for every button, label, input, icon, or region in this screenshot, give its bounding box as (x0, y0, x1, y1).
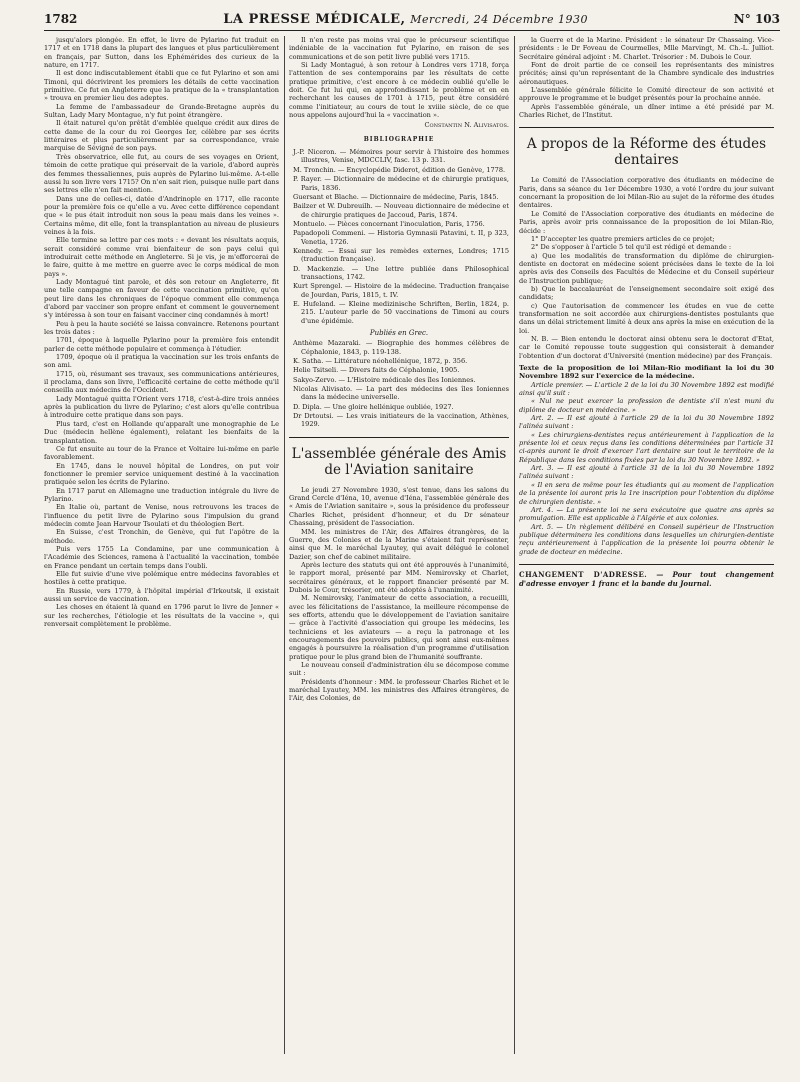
paragraph: Après l'assemblée générale, un dîner intime a été présidé par M. Charles Richet, de l'Institut. (519, 102, 774, 120)
paragraph: a) Que les modalités de transformation du diplôme de chirurgien-dentiste en doctorat en médecine soient précisées dans le texte de la loi après avis des Conseils des Facultés de Médecine et du Conseil supérieur de l'Instruction publique; (519, 251, 774, 285)
paragraph: MM. les ministres de l'Air, des Affaires étrangères, de la Guerre, des Colonies et de la Marine s'étaient fait représenter, ainsi que M. le maréchal Lyautey, qui avait délégué le colonel Dazier, son chef de cabinet militaire. (289, 527, 509, 561)
paragraph: 2° De s'opposer à l'article 5 tel qu'il est rédigé et demande : (531, 243, 732, 252)
law-article: Art. 5. — Un règlement délibéré en Conseil supérieur de l'Instruction publique déterminera les conditions dans lesquelles un chirurgien-dentiste reçu antérieurement à l'application de la présente loi pourra obtenir le grade de docteur en médecine. (519, 522, 774, 556)
paragraph: 1701, époque à laquelle Pylarino pour la première fois entendit parler de cette méthode populaire et commença à l'étudier. (44, 336, 279, 353)
paragraph: c) Que l'autorisation de commencer les études en vue de cette transformation ne soit accordée aux chirurgiens-dentistes postulants que dans un délai strictement limité à deux ans après la mise en exécution de la loi. (519, 301, 774, 335)
paragraph: 1° D'accepter les quatre premiers articles de ce projet; (531, 234, 715, 243)
bibliography-list (289, 148, 509, 325)
address-change-text: — Pour tout changement d'adresse envoyer 1 franc et la bande du Journal. (519, 569, 774, 588)
dental-reform-body (519, 176, 774, 360)
paragraph: N. B. — Bien entendu le doctorat ainsi obtenu sera le doctorat d'Etat, car le Comité repousse toute suggestion qui consisterait à demander l'obtention d'un doctorat d'Université (mention médecine) par des Français. (519, 334, 774, 360)
column-left (44, 36, 279, 1054)
paragraph: Les choses en étaient là quand en 1796 parut le livre de Jenner « sur les recherches, l'étiologie et les résultats de la vaccine », qui renversait complètement le problème. (44, 603, 279, 629)
bibliography-entry: Nicolas Alivisato. — La part des médecins des îles Ioniennes dans la médecine universelle. (293, 385, 509, 402)
law-article: « Il en sera de même pour les étudiants qui au moment de l'application de la présente loi auront pris la 1re inscription pour l'obtention du diplôme de chirurgien dentiste. » (519, 480, 774, 506)
paragraph: jusqu'alors plongée. En effet, le livre de Pylarino fut traduit en 1717 et en 1718 dans la plupart des langues et plus particulièrement en français, par Sutton, dans les Ephémérides des curieux de la nature, en 1717. (44, 36, 279, 70)
law-article: « Les chirurgiens-dentistes reçus antérieurement à l'application de la présente loi et ceux reçus dans les conditions déterminées par l'article 31 ci-après auront le droit d'exercer l'art dentaire sur tout le territoire de la République dans les conditions fixées par la loi du 30 Novembre 1892. » (519, 430, 774, 464)
column-middle (289, 36, 509, 1054)
bibliography-entry: K. Satha. — Littérature néohellénique, 1872, p. 356. (293, 357, 468, 366)
paragraph: b) Que le baccalauréat de l'enseignement secondaire soit exigé des candidats; (519, 284, 774, 302)
paragraph: Elle termine sa lettre par ces mots : « devant les résultats acquis, serait considéré comme vrai bienfaiteur de son pays celui qui introduirait cette méthode en Angleterre. Si je vis, je m'efforcerai de le faire, quitte à me mettre en guerre avec le corps médical de mon pays ». (44, 236, 279, 278)
paragraph: Si Lady Montagué, à son retour à Londres vers 1718, força l'attention de ses contemporains par les résultats de cette pratique primitive, c'est encore à ce médecin oublié qu'elle le doit. Ce fut lui qui, en approfondissant le problème et en en recherchant les causes de 1701 à 1715, peut être considéré comme l'initiateur, au cours de tout le xviiie siècle, de ce que nous appelons aujourd'hui la « vaccination ». (289, 61, 509, 120)
paragraph: Il est donc indiscutablement établi que ce fut Pylarino et son ami Timoni, qui décrivirent les premiers les détails de cette vaccination primitive. Ce fut en Angleterre que la pratique de la « transplantation » trouva en premier lieu des adeptes. (44, 69, 279, 103)
paragraph: Dans une de celles-ci, datée d'Andrinople en 1717, elle raconte pour la première fois ce qu'elle a vu. Avec cette différence cependant que « le pus était introduit non sous la peau mais dans les veines ». Certains même, dit elle, font la transplantation au niveau de plusieurs veines à la fois. (44, 194, 279, 236)
greek-bibliography-list (289, 339, 509, 428)
law-article: Article premier. — L'article 2 de la loi du 30 Novembre 1892 est modifié ainsi qu'il suit : (519, 380, 774, 398)
bibliography-entry: Anthème Mazaraki. — Biographie des hommes célèbres de Céphalonie, 1843, p. 119-138. (293, 339, 509, 356)
paragraph: La femme de l'ambassadeur de Grande-Bretagne auprès du Sultan, Lady Mary Montague, n'y fut point étrangère. (44, 102, 279, 120)
bibliography-entry: Bailzer et W. Dubreuilh. — Nouveau dictionnaire de médecine et de chirurgie pratiques de Jaccoud, Paris, 1874. (293, 202, 509, 219)
paragraph: Le Comité de l'Association corporative des étudiants en médecine de Paris, après avoir pris connaissance de la proposition de loi Milan-Rio, décide : (519, 209, 774, 235)
bibliography-entry: Montuelo. — Pièces concernant l'inoculation, Paris, 1756. (293, 219, 485, 228)
paragraph: Présidents d'honneur : MM. le professeur Charles Richet et le maréchal Lyautey, MM. les ministres des Affaires étrangères, de l'Air, des Colonies, de (289, 677, 509, 703)
paragraph: L'assemblée générale félicite le Comité directeur de son activité et approuve le programme et le budget présentés pour la prochaine année. (519, 86, 774, 103)
vaccination-history-conclusion (289, 36, 509, 119)
paragraph: Plus tard, c'est en Hollande qu'apparaît une monographie de Le Duc (médecin hellène également), relatant les bienfaits de la transplantation. (44, 419, 279, 445)
paragraph: Le jeudi 27 Novembre 1930, s'est tenue, dans les salons du Grand Cercle d'Iéna, 10, avenue d'Iéna, l'assemblée générale des « Amis de l'Aviation sanitaire », sous la présidence du professeur Charles Richet, président d'honneur, et du Dr sénateur Chassaing, président de l'association. (289, 485, 509, 528)
paragraph: Il n'en reste pas moins vrai que le précurseur scientifique indéniable de la vaccination fut Pylarino, en raison de ses communications et de son petit livre publié vers 1715. (289, 36, 509, 61)
bibliography-entry: Sakyo-Zervo. — L'Histoire médicale des îles Ioniennes. (293, 375, 476, 384)
paragraph: Le nouveau conseil d'administration élu se décompose comme suit : (289, 661, 509, 678)
paragraph: M. Nemirovsky, l'animateur de cette association, a recueilli, avec les félicitations de l'assistance, la meilleure récompense de ses efforts, attendu que le développement de l'aviation sanitaire — grâce à l'activité d'association qui groupe les médecins, les techniciens et les aviateurs — a reçu la patronage et les encouragements des pouvoirs publics, qui sont ainsi eux-mêmes engagés à poursuivre la réalisation d'un programme d'utilisation pratique pour le plus grand bien de l'humanité souffrante. (289, 594, 509, 661)
paragraph: Le Comité de l'Association corporative des étudiants en médecine de Paris, dans sa séance du 1er Décembre 1930, a voté l'ordre du jour suivant concernant la proposition de loi Milan-Rio au sujet de la réforme des études dentaires. (519, 176, 774, 210)
column-right (519, 36, 774, 1054)
aviation-article-title: L'assemblée générale des Amis de l'Aviation sanitaire (289, 437, 509, 478)
aviation-article-continuation (519, 36, 774, 119)
law-article: Art. 2. — Il est ajouté à l'article 29 de la loi du 30 Novembre 1892 l'alinéa suivant : (519, 414, 774, 431)
page-number: 1782 (44, 12, 78, 26)
paragraph: Lady Montagué tint parole, et dès son retour en Angleterre, fit une telle campagne en faveur de cette vaccination primitive, qu'on peut lire dans les chroniques de l'époque comment elle commença d'abord par vacciner son propre enfant et comment le gouvernement s'y intéressa à son tour en faisant vacciner cinq condamnés à mort! (44, 277, 279, 320)
paragraph: En 1717 parut en Allemagne une traduction intégrale du livre de Pylarino. (44, 486, 279, 503)
bibliography-entry: E. Hufeland. — Kleine medizinische Schriften, Berlin, 1824, p. 215. L'auteur parle de 50 vaccinations de Timoni au cours d'une épidémie. (293, 299, 509, 325)
paragraph: En Suisse, c'est Tronchin, de Genève, qui fut l'apôtre de la méthode. (44, 528, 279, 545)
page-header (44, 8, 780, 31)
law-article: Art. 4. — La présente loi ne sera exécutoire que quatre ans après sa promulgation. Elle est applicable à l'Algérie et aux colonies. (519, 505, 774, 523)
issue-number: N° 103 (733, 12, 780, 26)
masthead (223, 12, 588, 27)
dental-reform-title: A propos de la Réforme des études dentaires (519, 127, 774, 168)
paragraph: Puis vers 1755 La Condamine, par une communication à l'Académie des Sciences, ramena à l'actualité la vaccination, tombée en France pendant un certain temps dans l'oubli. (44, 544, 279, 570)
bibliography-entry: Guersant et Blache. — Dictionnaire de médecine, Paris, 1845. (293, 192, 499, 201)
bibliography-entry: Kennedy. — Essai sur les remèdes externes, Londres; 1715 (traduction française). (293, 246, 509, 264)
paragraph: la Guerre et de la Marine. Président : le sénateur Dr Chassaing. Vice-présidents : le Dr Foveau de Courmelles, Mlle Marvingt, M. Ch.-L. Julliot. Secrétaire général adjoint : M. Charlet. Trésorier : M. Dubois le Cour. (519, 36, 774, 61)
paragraph: 1715, où, résumant ses travaux, ses communications antérieures, il proclama, dans son livre, l'efficacité certaine de cette méthode qu'il conseilla aux médecins de l'Occident. (44, 369, 279, 395)
paragraph: Très observatrice, elle fut, au cours de ses voyages en Orient, témoin de cette pratique qui préservait de la variole, d'abord auprès des femmes thessaliennes, puis auprès de Pylarino lui-même. A-t-elle aussi lu son livre vers 1715? On n'en sait rien, puisque nulle part dans ses lettres elle n'en fait mention. (44, 152, 279, 195)
author-signature: Constantin N. Alivisatos. (424, 121, 509, 130)
paragraph: Ce fut ensuite au tour de la France et Voltaire lui-même en parle favorablement. (44, 444, 279, 462)
paragraph: En Italie où, partant de Venise, nous retrouvons les traces de l'influence du petit livre de Pylarino sous l'impulsion du grand médecin comte Jean Harvour Tsoulati et du théologien Bert. (44, 503, 279, 528)
column-divider (284, 36, 285, 1054)
bibliography-entry: D. Dipla. — Une gloire hellénique oubliée, 1927. (293, 402, 454, 411)
column-divider (514, 36, 515, 1054)
bibliography-entry: M. Tronchin. — Encyclopédie Diderot, édition de Genève, 1778. (293, 165, 506, 174)
law-article: « Nul ne peut exercer la profession de dentiste s'il n'est muni du diplôme de docteur en médecine. » (519, 397, 774, 414)
paragraph: Lady Montagué quitta l'Orient vers 1718, c'est-à-dire trois années après la publication du livre de Pylarino; c'est alors qu'elle contribua à introduire cette pratique dans son pays. (44, 394, 279, 420)
law-proposal-articles (519, 381, 774, 556)
paragraph: En 1745, dans le nouvel hôpital de Londres, on put voir fonctionner le premier service uniquement destiné à la vaccination pratiquée selon les écrits de Pylarino. (44, 461, 279, 487)
law-article: Art. 3. — Il est ajouté à l'article 31 de la loi du 30 Novembre 1892 l'alinéa suivant : (519, 464, 774, 481)
bibliography-entry: Helie Tsitseli. — Divers faits de Céphalonie, 1905. (293, 366, 460, 375)
address-change-notice (519, 564, 774, 588)
bibliography-heading: BIBLIOGRAPHIE (363, 135, 435, 143)
greek-publications-heading: Publiés en Grec. (369, 329, 429, 337)
issue-date: Mercredi, 24 Décembre 1930 (410, 12, 588, 26)
paragraph: Font de droit partie de ce conseil les représentants des ministres précités; ainsi qu'un représentant de la Chambre syndicale des industries aéronautiques. (519, 61, 774, 86)
bibliography-entry: J.-P. Niceron. — Mémoires pour servir à l'histoire des hommes illustres, Venise, MDCCLIV, fasc. 13 p. 331. (293, 148, 509, 165)
paragraph: Elle fut suivie d'une vive polémique entre médecins favorables et hostiles à cette pratique. (44, 570, 279, 587)
paragraph: Après lecture des statuts qui ont été approuvés à l'unanimité, le rapport moral, présenté par MM. Nemirovsky et Charlet, secrétaires généraux, et le rapport financier présenté par M. Dubois le Cour, trésorier, ont été adoptés à l'unanimité. (289, 560, 509, 594)
address-change-caps: CHANGEMENT D'ADRESSE. (519, 569, 648, 579)
masthead-title: LA PRESSE MÉDICALE, (223, 11, 406, 27)
bibliography-entry: Kurt Sprengel. — Histoire de la médecine. Traduction française de Jourdan, Paris, 1815, t. IV. (293, 282, 509, 299)
vaccination-history-text (44, 36, 279, 628)
law-proposal-heading: Texte de la proposition de loi Milan-Rio modifiant la loi du 30 Novembre 1892 sur l'exercice de la médecine. (519, 364, 774, 381)
paragraph: Il était naturel qu'on prêtât d'emblée quelque crédit aux dires de cette dame de la cour du roi Georges Ier, célèbre par ses écrits littéraires et plus particulièrement par sa correspondance, vraie marquise de Sévigné de son pays. (44, 119, 279, 153)
bibliography-entry: D. Mackenzie. — Une lettre publiée dans Philosophical transactions, 1742. (293, 264, 509, 281)
bibliography-entry: Papadopoli Commeni. — Historia Gymnasii Patavini, t. II, p 323, Venetia, 1726. (293, 229, 509, 246)
aviation-article-body (289, 486, 509, 703)
paragraph: 1709, époque où il pratiqua la vaccination sur les trois enfants de son ami. (44, 353, 279, 370)
bibliography-entry: P. Rayer. — Dictionnaire de médecine et de chirurgie pratiques, Paris, 1836. (293, 175, 509, 192)
paragraph: Peu à peu la haute société se laissa convaincre. Retenons pourtant les trois dates : (44, 319, 279, 337)
bibliography-entry: Dr Drtoutsi. — Les vrais initiateurs de la vaccination, Athènes, 1929. (293, 412, 509, 429)
paragraph: En Russie, vers 1779, à l'hôpital impérial d'Irkoutsk, il existait aussi un service de vaccination. (44, 586, 279, 604)
